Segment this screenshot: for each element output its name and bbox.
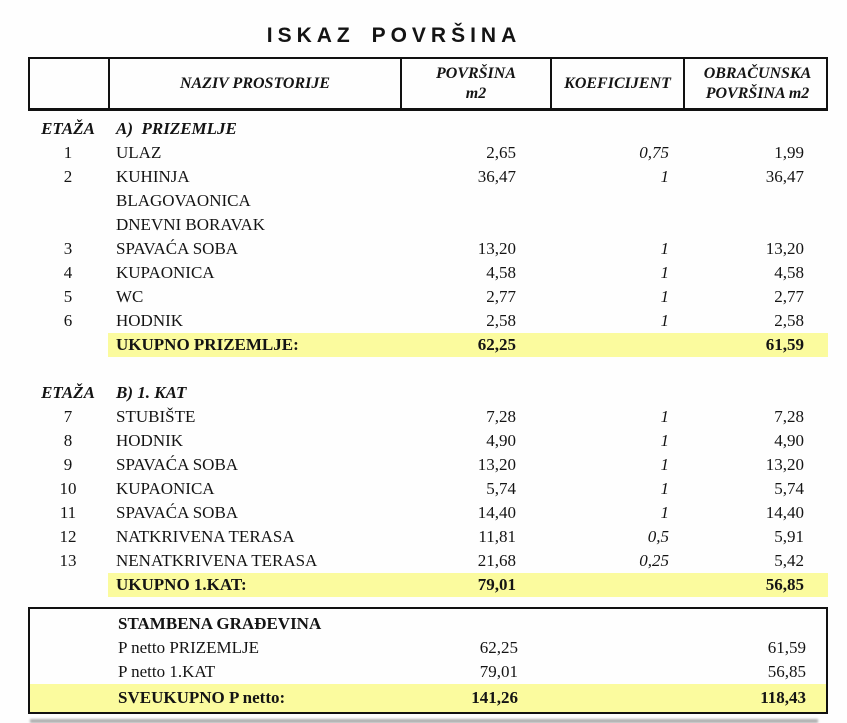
coefficient-value	[550, 189, 683, 213]
area-value	[400, 189, 550, 213]
table-row	[28, 405, 828, 429]
coefficient-value: 0,75	[639, 143, 669, 162]
room-number: 5	[63, 287, 73, 306]
table-row	[28, 525, 828, 549]
summary-title-label: STAMBENA GRAĐEVINA	[118, 614, 322, 633]
calc-area-value: 4,90	[774, 431, 804, 450]
table-row	[28, 141, 828, 165]
grand-total-row	[30, 684, 826, 712]
room-number: 1	[63, 143, 73, 162]
area-value: 7,28	[486, 407, 516, 426]
total-area-value: 79,01	[400, 573, 550, 597]
grand-total-label: SVEUKUPNO P netto:	[118, 688, 286, 707]
calc-area-value: 2,58	[774, 311, 804, 330]
table-row	[28, 477, 828, 501]
area-value: 79,01	[479, 662, 518, 681]
area-value: 36,47	[477, 167, 516, 186]
document-title: ISKAZ POVRŠINA	[266, 24, 522, 47]
etaza-label: ETAŽA	[41, 383, 95, 402]
area-value: 62,25	[479, 638, 518, 657]
room-number	[28, 573, 108, 597]
table-row	[28, 453, 828, 477]
table-row	[28, 549, 828, 573]
coefficient-value	[552, 660, 685, 684]
calc-area-value: 56,85	[767, 662, 806, 681]
summary-row-label: P netto PRIZEMLJE	[118, 638, 260, 657]
room-number: 4	[63, 263, 73, 282]
room-number	[30, 636, 110, 660]
calc-area-value: 36,47	[765, 167, 804, 186]
total-calc-value: 61,59	[683, 333, 828, 357]
room-number: 6	[63, 311, 73, 330]
calc-area-value: 14,40	[765, 503, 804, 522]
calc-area-value	[683, 213, 828, 237]
table-row	[28, 213, 828, 237]
header-room-name-label: NAZIV PROSTORIJE	[179, 74, 331, 92]
coefficient-value	[552, 636, 685, 660]
room-number: 2	[63, 167, 73, 186]
total-label: UKUPNO 1.KAT:	[108, 573, 400, 597]
coefficient-value: 1	[660, 455, 669, 474]
area-value: 2,58	[486, 311, 516, 330]
floor-section-header	[28, 117, 828, 141]
table-row	[28, 501, 828, 525]
area-value: 5,74	[486, 479, 516, 498]
calc-area-value: 2,77	[774, 287, 804, 306]
room-name: SPAVAĆA SOBA	[116, 455, 239, 474]
header-calc-area-unit: POVRŠINA m2	[705, 84, 810, 102]
room-number	[28, 333, 108, 357]
room-number: 9	[63, 455, 73, 474]
area-value	[400, 213, 550, 237]
room-name: WC	[116, 287, 144, 306]
room-name: NATKRIVENA TERASA	[116, 527, 295, 546]
building-summary-box	[28, 607, 828, 714]
grand-total-area-value: 141,26	[471, 688, 518, 707]
room-number	[28, 213, 108, 237]
room-number	[30, 684, 110, 712]
etaza-label: ETAŽA	[41, 119, 95, 138]
room-number: 12	[59, 527, 77, 546]
header-cell-area	[402, 59, 552, 108]
section-title: B) 1. KAT	[116, 383, 187, 402]
table-row	[28, 285, 828, 309]
room-number: 11	[59, 503, 77, 522]
section-spacer	[28, 357, 828, 381]
header-cell-calc-area	[685, 59, 830, 108]
room-name: KUPAONICA	[116, 263, 215, 282]
area-value: 13,20	[477, 455, 516, 474]
section-total-row	[28, 333, 828, 357]
calc-area-value: 4,58	[774, 263, 804, 282]
room-number: 13	[59, 551, 77, 570]
room-name: STUBIŠTE	[116, 407, 196, 426]
table-row	[28, 189, 828, 213]
header-cell-number	[30, 59, 110, 108]
table-row	[28, 429, 828, 453]
room-name: BLAGOVAONICA	[116, 191, 251, 210]
area-value: 2,77	[486, 287, 516, 306]
area-value: 21,68	[477, 551, 516, 570]
room-number	[28, 189, 108, 213]
calc-area-value: 13,20	[765, 239, 804, 258]
coefficient-value	[550, 213, 683, 237]
room-number: 7	[63, 407, 73, 426]
coefficient-value: 1	[660, 239, 669, 258]
area-value: 4,58	[486, 263, 516, 282]
room-number: 10	[59, 479, 77, 498]
coefficient-value: 1	[660, 431, 669, 450]
area-value: 2,65	[486, 143, 516, 162]
section-title: A) PRIZEMLJE	[116, 119, 237, 138]
calc-area-value: 13,20	[765, 455, 804, 474]
calc-area-value: 1,99	[774, 143, 804, 162]
floor-sections	[28, 117, 828, 597]
grand-total-calc-value: 118,43	[760, 688, 806, 707]
summary-row-label: P netto 1.KAT	[118, 662, 216, 681]
header-coefficient-label: KOEFICIJENT	[564, 74, 671, 92]
total-calc-value: 56,85	[683, 573, 828, 597]
section-total-row	[28, 573, 828, 597]
room-name: KUHINJA	[116, 167, 190, 186]
coefficient-value: 1	[660, 167, 669, 186]
room-name: ULAZ	[116, 143, 162, 162]
room-number: 3	[63, 239, 73, 258]
room-name: KUPAONICA	[116, 479, 215, 498]
area-value: 11,81	[478, 527, 516, 546]
coefficient-value: 1	[660, 503, 669, 522]
table-header-row	[28, 57, 828, 111]
total-area-value: 62,25	[400, 333, 550, 357]
table-row	[28, 165, 828, 189]
calc-area-value: 5,74	[774, 479, 804, 498]
coefficient-value: 1	[660, 407, 669, 426]
coefficient-value: 1	[660, 263, 669, 282]
coefficient-value: 0,25	[639, 551, 669, 570]
area-value: 14,40	[477, 503, 516, 522]
header-cell-coefficient	[552, 59, 685, 108]
summary-row	[30, 660, 826, 684]
floor-section-header	[28, 381, 828, 405]
coefficient-value: 0,5	[647, 527, 669, 546]
coefficient-value: 1	[660, 479, 669, 498]
room-name: DNEVNI BORAVAK	[116, 215, 266, 234]
table-row	[28, 237, 828, 261]
calc-area-value: 5,91	[774, 527, 804, 546]
calc-area-value: 7,28	[774, 407, 804, 426]
area-value: 4,90	[486, 431, 516, 450]
header-area-label: POVRŠINA	[435, 64, 517, 82]
total-coefficient	[550, 573, 683, 597]
calc-area-value: 5,42	[774, 551, 804, 570]
room-name: SPAVAĆA SOBA	[116, 503, 239, 522]
room-number	[30, 660, 110, 684]
total-coefficient	[550, 333, 683, 357]
coefficient-value: 1	[660, 311, 669, 330]
header-cell-room-name	[110, 59, 402, 108]
table-row	[28, 309, 828, 333]
summary-title-row	[30, 612, 826, 636]
total-label: UKUPNO PRIZEMLJE:	[108, 333, 400, 357]
table-row	[28, 261, 828, 285]
room-number	[30, 612, 110, 636]
coefficient-value	[552, 684, 685, 712]
room-number: 8	[63, 431, 73, 450]
calc-area-value	[683, 189, 828, 213]
room-name: HODNIK	[116, 311, 184, 330]
coefficient-value: 1	[660, 287, 669, 306]
room-name: SPAVAĆA SOBA	[116, 239, 239, 258]
summary-row	[30, 636, 826, 660]
room-name: HODNIK	[116, 431, 184, 450]
room-name: NENATKRIVENA TERASA	[116, 551, 318, 570]
calc-area-value: 61,59	[767, 638, 806, 657]
area-value: 13,20	[477, 239, 516, 258]
header-area-unit: m2	[465, 84, 487, 102]
header-calc-area-label: OBRAČUNSKA	[703, 64, 812, 82]
